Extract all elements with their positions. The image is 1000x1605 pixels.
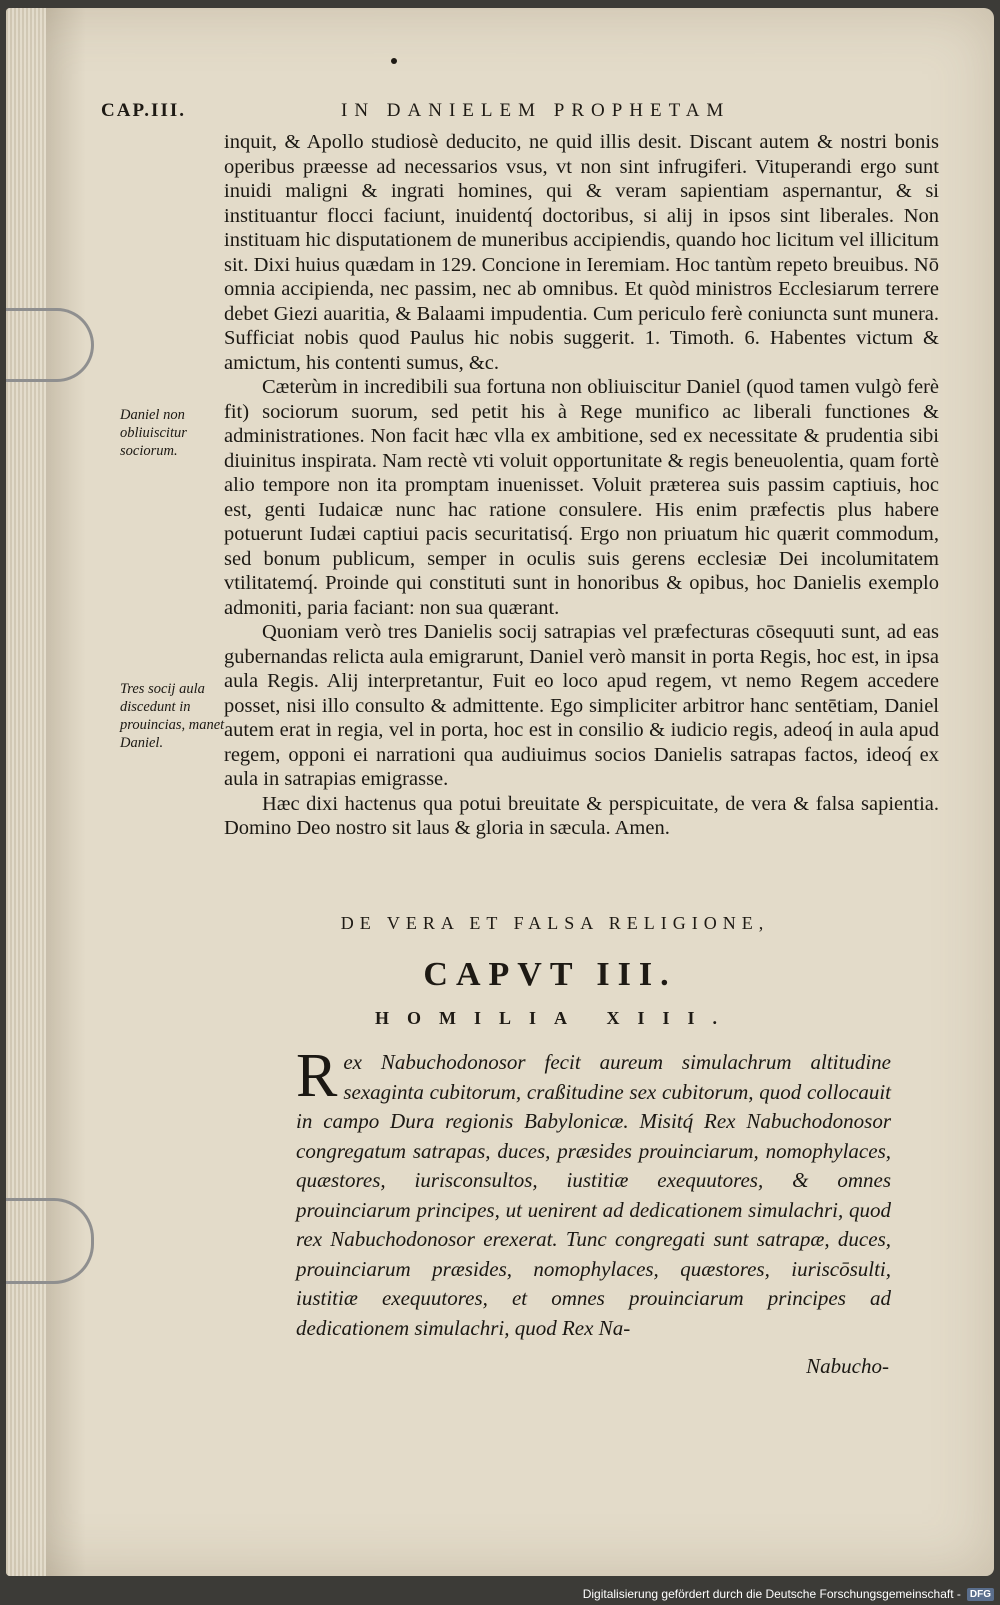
homily-heading: HOMILIA XIII. bbox=[374, 1008, 736, 1028]
page-edges bbox=[6, 8, 46, 1576]
footer bbox=[583, 1587, 994, 1601]
section-heading: DE VERA ET FALSA RELIGIONE, bbox=[340, 913, 770, 933]
chapter-label: CAP.III. bbox=[101, 100, 186, 121]
gutter-shadow bbox=[46, 8, 86, 1576]
running-header bbox=[6, 100, 994, 130]
running-title: IN DANIELEM PROPHETAM bbox=[341, 100, 731, 121]
marginal-note: Tres socij aula discedunt in prouincias, manet Daniel. bbox=[120, 681, 225, 751]
catchword: Nabucho- bbox=[806, 1354, 889, 1378]
paper-clip-icon bbox=[6, 1198, 94, 1284]
scripture-text: ex Nabuchodonosor fecit aureum simulachrum altitudine sexaginta cubitorum, craßitudine sex cubitorum, quod collocauit in campo Dura regionis Babylonicæ. Misitq́ Rex Nabuchodonosor congregatum satrapas, duces, præsides prouinciarum, nomophylaces, quæstores, iurisconsultos, iustitiæ exequutores, & omnes prouinciarum principes, ut uenirent ad dedicationem simulachri, quod rex Nabuchodonosor erexerat. Tunc congregati sunt satrapæ, duces, prouinciarum præsides, nomophylaces, quæstores, iuriscōsulti, iustitiæ exequutores, et omnes prouinciarum principes ad dedicationem simulachri, quod Rex Na- bbox=[296, 1050, 891, 1340]
paragraph: inquit, & Apollo studiosè deducito, ne quid illis desit. Discant autem & nostri bonis operibus præesse ad necessarios vsus, vt non sint infrugiferi. Vituperandi ergo sunt inuidi maligni & ingrati homines, qui & veram sapientiam aspernantur, & si instituantur flocci faciunt, inuidentq́ doctoribus, si alij in ipsos sint liberales. Non instituam hic disputationem de muneribus accipiendis, quando hoc licitum vel illicitum sit. Dixi huius quædam in 129. Concione in Ieremiam. Hoc tantùm repeto breuibus. Nō omnia accipienda, nec passim, nec ab omnibus. Et quòd ministros Ecclesiarum terrere debet Giezi auaritia, & Balaami impudentia. Cum periculo ferè coniuncta sunt munera. Sufficiat nobis quod Paulus hic nobis suggerit. 1. Timoth. 6. Habentes victum & amictum, his contenti sumus, &c. bbox=[224, 131, 939, 374]
marginal-note: Daniel non obliuiscitur sociorum. bbox=[120, 407, 187, 459]
dfg-logo-icon: DFG bbox=[967, 1588, 994, 1601]
paper-clip-icon bbox=[6, 308, 94, 382]
paragraph: Quoniam verò tres Danielis socij satrapias vel præfecturas cōsequuti sunt, ad eas gubernandas relicta aula emigrarunt, Daniel verò mansit in porta Regis, hoc est, in ipsa aula Regis. Alij interpretantur, Fuit eo loco apud regem, vt nemo Regem accedere posset, nisi illo consulto & admittente. Ego simpliciter arbitror hanc sentētiam, Daniel autem erat in regia, vel in porta, hoc est in consilio & iudicio regis, adeoq́ in aula apud regem, opponi ei narrationi qua audiuimus socios Danielis satrapas factos, ideoq́ ex aula in satrapias emigrasse. bbox=[224, 621, 939, 790]
ink-dot bbox=[391, 58, 397, 64]
paragraph: Hæc dixi hactenus qua potui breuitate & perspicuitate, de vera & falsa sapientia. Domino Deo nostro sit laus & gloria in sæcula. Amen. bbox=[224, 792, 939, 839]
scripture-passage bbox=[296, 1042, 891, 1343]
body-text bbox=[224, 130, 939, 841]
chapter-heading: CAPVT III. bbox=[423, 956, 677, 993]
paragraph: Cæterùm in incredibili sua fortuna non obliuiscitur Daniel (quod tamen vulgò ferè fit) sociorum suorum, sed petit his à Rege munifico ac liberali functiones & administrationes. Non facit hæc vlla ex ambitione, sed ex necessitate & prudentia sibi diuinitus inspirata. Nam rectè vti voluit opportunitate & regis beneuolentia, quam fortè alio tempore non ita promptam inuenisset. Voluit præterea suis passim captiuis, hoc est, genti Iudaicæ nunc hac ratione consulere. His enim præfectis plus habere potuerunt Iudæi captiui pacis securitatisq́. Ergo non priuatum hic quærit commodum, sed bonum publicum, semper in oculis suis gerens ecclesiæ Dei incolumitatem vtilitatemq́. Proinde qui constituti sunt in honoribus & opibus, hoc Danielis exemplo admoniti, paria faciant: non sua quærant. bbox=[224, 376, 939, 619]
drop-cap: R bbox=[296, 1042, 338, 1110]
footer-text: Digitalisierung gefördert durch die Deutsche Forschungsgemeinschaft - bbox=[582, 1587, 961, 1601]
book-page bbox=[6, 8, 994, 1576]
